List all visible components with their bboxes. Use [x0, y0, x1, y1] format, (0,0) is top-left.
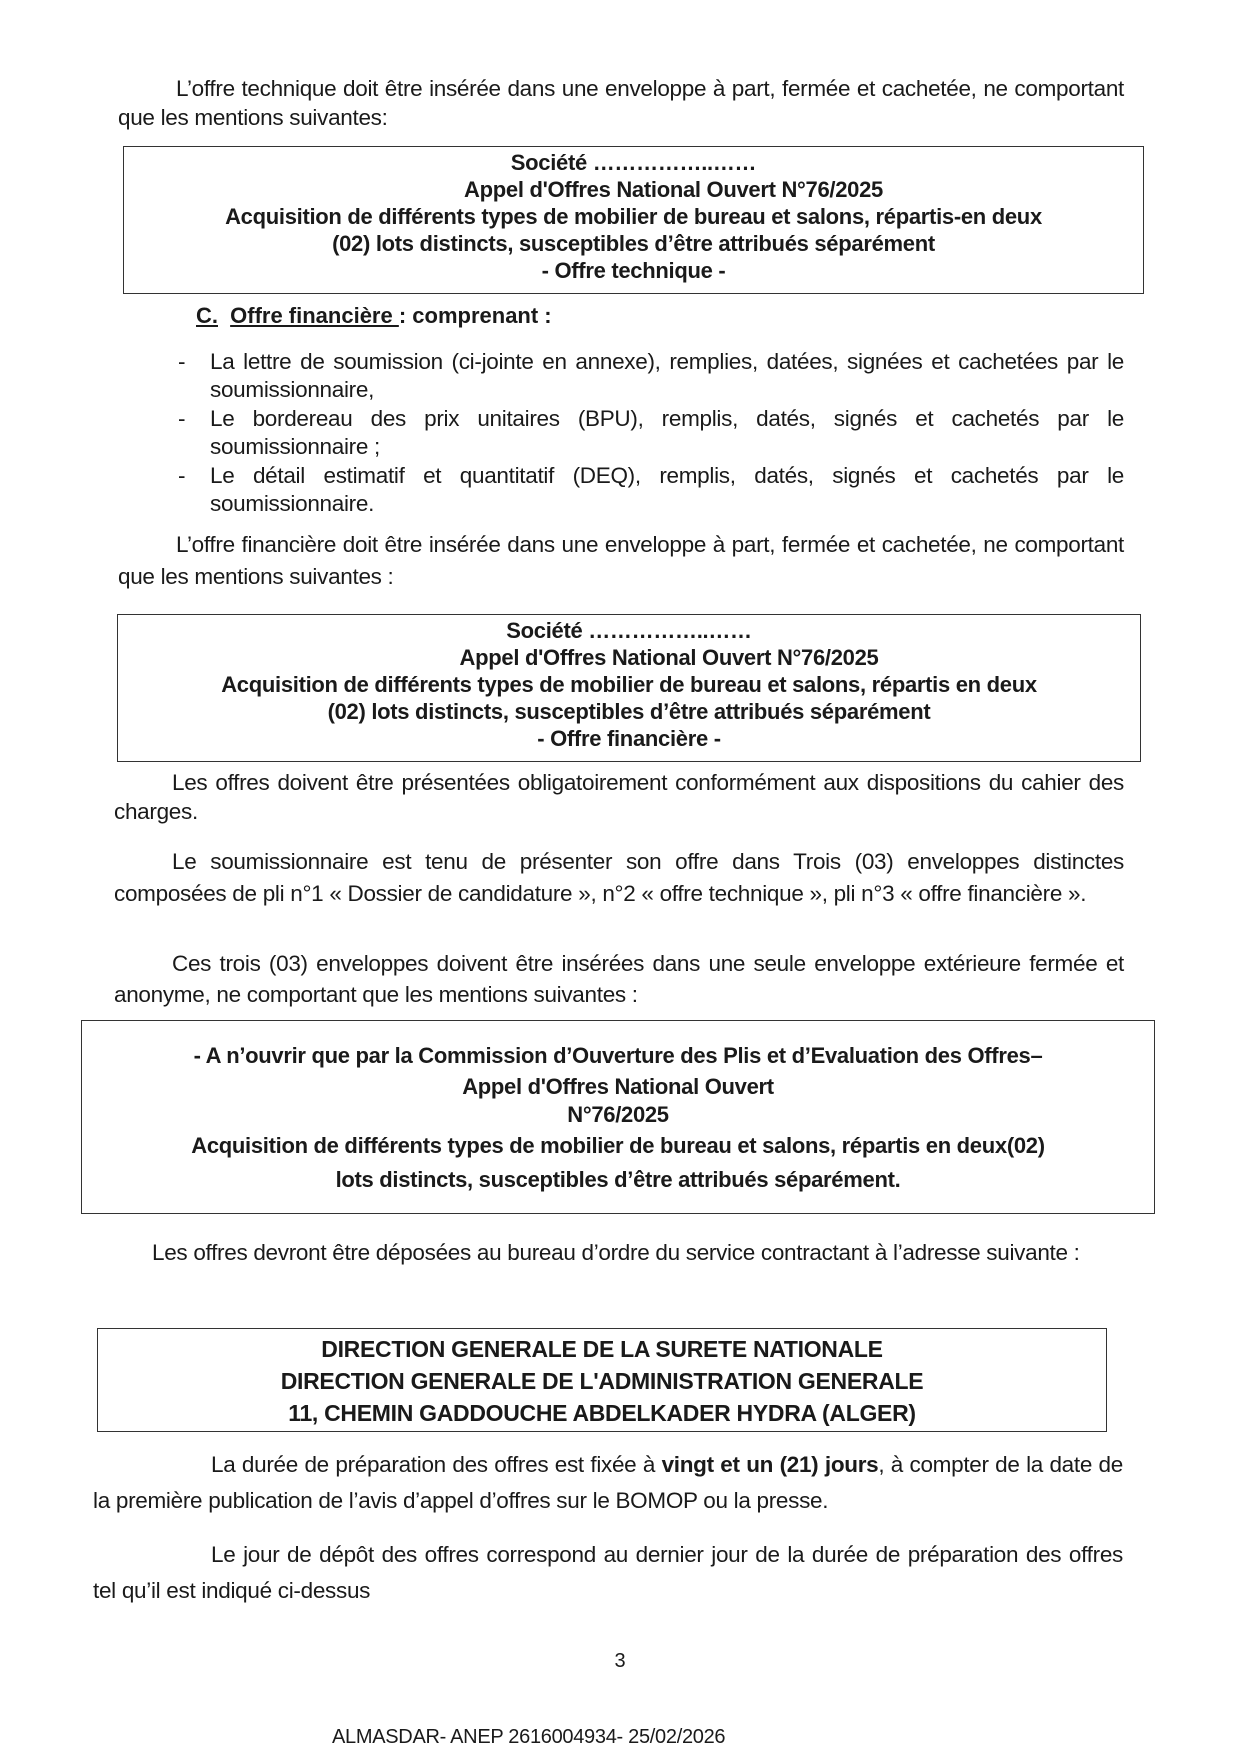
address-line-2: DIRECTION GENERALE DE L'ADMINISTRATION GENERALE: [280, 1368, 924, 1394]
section-heading-offre-financiere: [196, 303, 552, 329]
box-lots: (02) lots distincts, susceptibles d’être attribués séparément: [327, 699, 931, 724]
box-appel-offres: Appel d'Offres National Ouvert N°76/2025: [464, 177, 883, 202]
offre-financiere-intro: L’offre financière doit être insérée dans une enveloppe à part, fermée et cachetée, ne comportant que les mentions suivantes :: [118, 532, 1124, 589]
paragraph-trois-enveloppes: Le soumissionnaire est tenu de présenter son offre dans Trois (03) enveloppes distinctes composées de pli n°1 « Dossier de candidature », n°2 « offre technique », pli n°3 « offre financière ».: [114, 849, 1124, 906]
address-line-3: 11, CHEMIN GADDOUCHE ABDELKADER HYDRA (ALGER): [288, 1400, 916, 1426]
heading-title: Offre financière: [230, 303, 399, 328]
box-lots: lots distincts, susceptibles d’être attribués séparément.: [335, 1167, 901, 1192]
heading-letter: C.: [196, 303, 218, 328]
box-acquisition: Acquisition de différents types de mobilier de bureau et salons, répartis en deux: [221, 672, 1037, 697]
box-societe: Société ……………..……: [506, 618, 752, 643]
address-line-1: DIRECTION GENERALE DE LA SURETE NATIONALE: [321, 1336, 883, 1362]
duree-highlight: vingt et un (21) jours: [661, 1452, 879, 1477]
paragraph-jour-depot: Le jour de dépôt des offres correspond au dernier jour de la durée de préparation des offres tel qu’il est indiqué ci-dessus: [93, 1542, 1123, 1603]
box-offre-type: - Offre technique -: [541, 258, 726, 283]
dash-bullet: -: [178, 406, 186, 431]
box-lots: (02) lots distincts, susceptibles d’être attribués séparément: [332, 231, 935, 256]
offre-technique-intro: L’offre technique doit être insérée dans une enveloppe à part, fermée et cachetée, ne comportant que les mentions suivantes:: [118, 76, 1124, 130]
list-item: - La lettre de soumission (ci-jointe en annexe), remplies, datées, signées et cachetées par le soumissionnaire,: [178, 349, 1124, 402]
offre-financiere-list: [118, 348, 1124, 518]
dash-bullet: -: [178, 463, 186, 488]
offre-financiere-envelope-box: [117, 614, 1141, 762]
list-item: - Le détail estimatif et quantitatif (DEQ), remplis, datés, signés et cachetés par le soumissionnaire.: [178, 463, 1124, 516]
dash-bullet: -: [178, 349, 186, 374]
box-numero: N°76/2025: [567, 1102, 669, 1127]
box-acquisition: Acquisition de différents types de mobilier de bureau et salons, répartis en deux(02): [191, 1133, 1045, 1158]
heading-rest: : comprenant :: [398, 303, 552, 328]
paragraph-conformite: Les offres doivent être présentées obligatoirement conformément aux dispositions du cahier des charges.: [114, 770, 1124, 824]
footer-reference: ALMASDAR- ANEP 2616004934- 25/02/2026: [332, 1726, 726, 1748]
box-commission: - A n’ouvrir que par la Commission d’Ouverture des Plis et d’Evaluation des Offres–: [193, 1043, 1043, 1068]
address-box: [97, 1328, 1107, 1432]
outer-envelope-box: [81, 1020, 1155, 1214]
box-appel-offres: Appel d'Offres National Ouvert N°76/2025: [459, 645, 879, 670]
box-societe: Société ……………..……: [510, 150, 757, 175]
paragraph-depot: Les offres devront être déposées au bureau d’ordre du service contractant à l’adresse suivante :: [152, 1240, 1080, 1265]
list-item: - Le bordereau des prix unitaires (BPU), remplis, datés, signés et cachetés par le soumissionnaire ;: [178, 406, 1124, 459]
paragraph-enveloppe-exterieure: Ces trois (03) enveloppes doivent être insérées dans une seule enveloppe extérieure fermée et anonyme, ne comportant que les mentions suivantes :: [114, 951, 1124, 1007]
box-offre-type: - Offre financière -: [537, 726, 721, 751]
page-number: 3: [614, 1650, 626, 1672]
box-appel-offres: Appel d'Offres National Ouvert: [462, 1074, 774, 1099]
box-acquisition: Acquisition de différents types de mobilier de bureau et salons, répartis-en deux: [225, 204, 1042, 229]
offre-technique-envelope-box: [123, 146, 1144, 294]
paragraph-duree: La durée de préparation des offres est fixée à vingt et un (21) jours, à compter de la date de la première publication de l’avis d’appel d’offres sur le BOMOP ou la presse.: [93, 1452, 1123, 1513]
